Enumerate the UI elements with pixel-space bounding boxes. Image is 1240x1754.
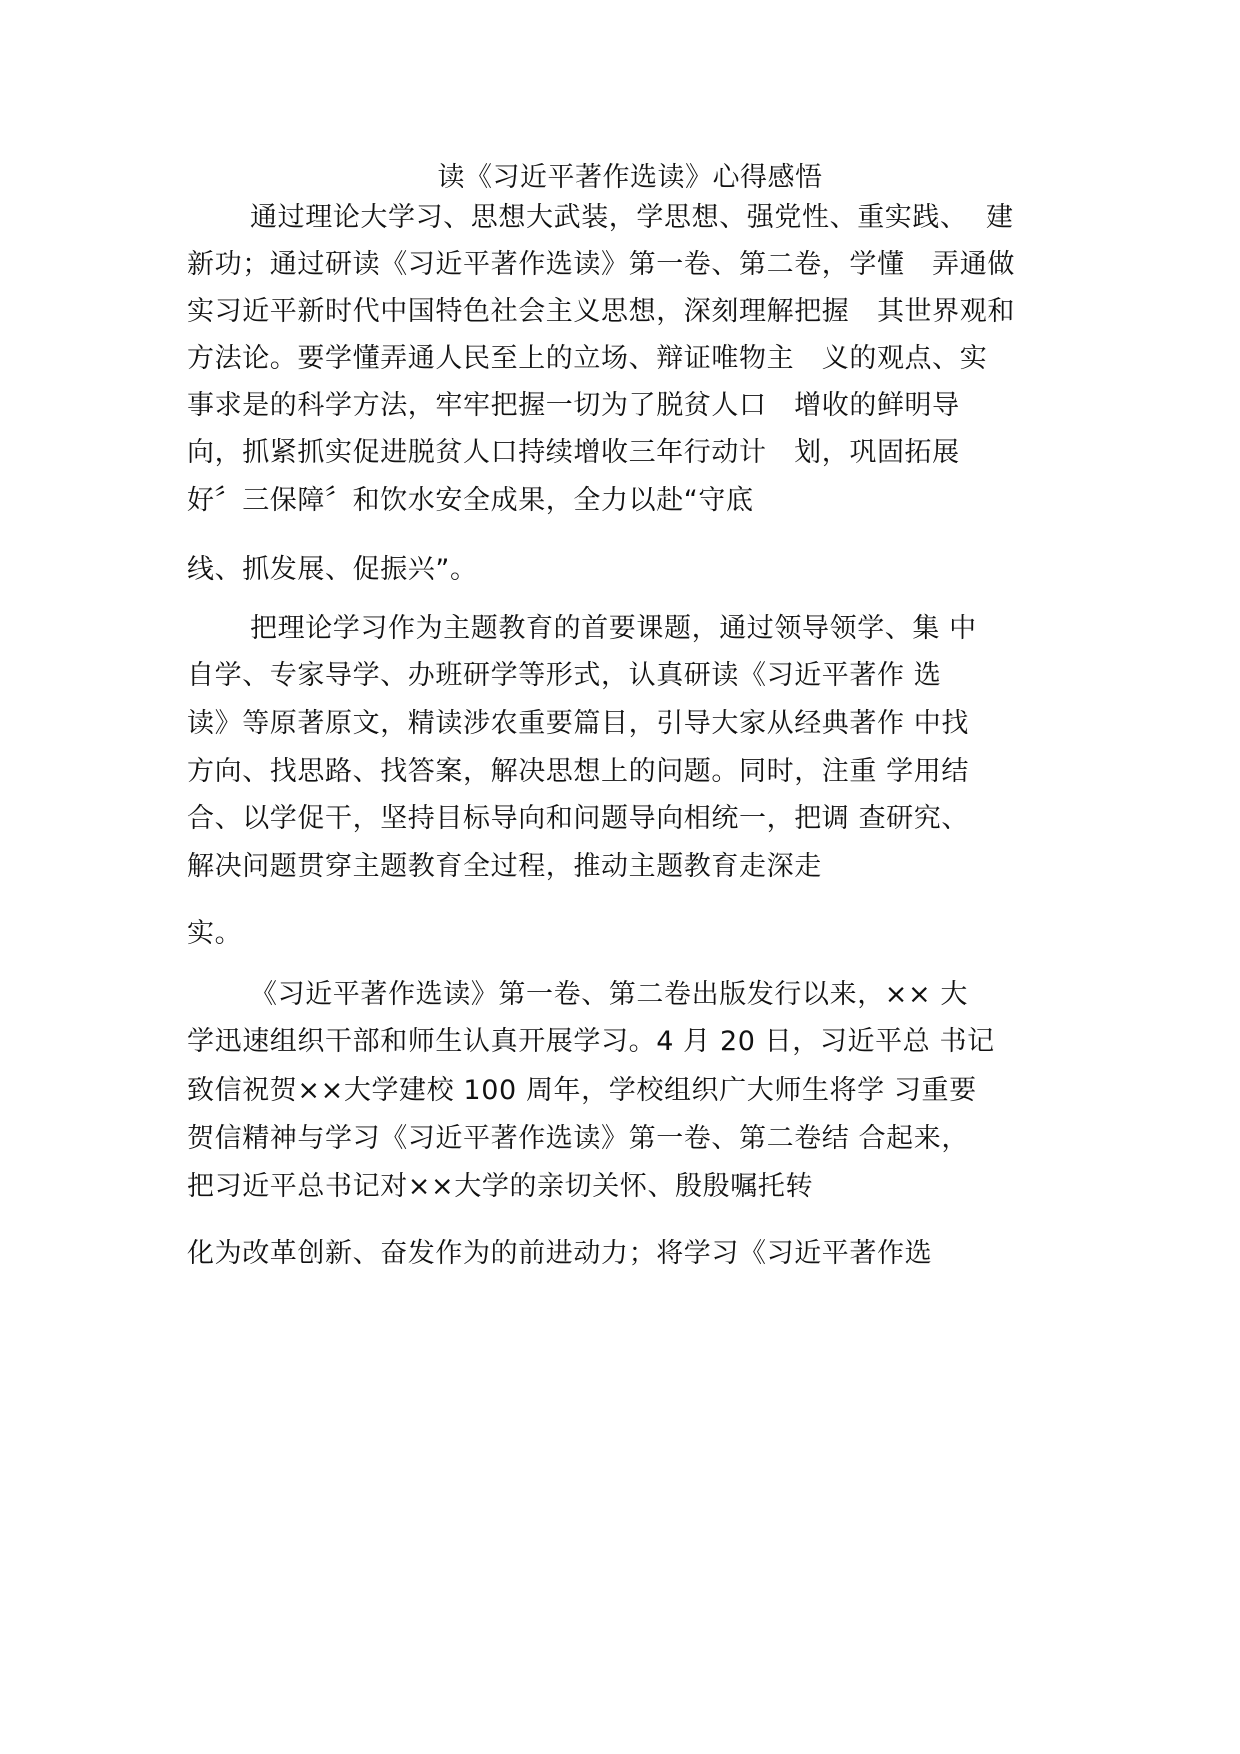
paragraph-2-line-2: 自学、专家导学、办班研学等形式，认真研读《习近平著作 选 <box>187 660 942 691</box>
paragraph-2-line-7: 实。 <box>187 918 243 949</box>
paragraph-2-line-3: 读》等原著原文，精读涉农重要篇目，引导大家从经典著作 中找 <box>187 708 969 739</box>
paragraph-1-line-4: 方法论。要学懂弄通人民至上的立场、辩证唯物主 义的观点、实 <box>187 343 988 374</box>
paragraph-2-line-5: 合、以学促干，坚持目标导向和问题导向相统一，把调 查研究、 <box>187 803 969 834</box>
paragraph-2-line-1: 把理论学习作为主题教育的首要课题，通过领导领学、集 中 <box>250 613 977 644</box>
paragraph-1-line-6: 向，抓紧抓实促进脱贫人口持续增收三年行动计 划，巩固拓展 <box>187 437 960 468</box>
paragraph-3-line-5: 把习近平总书记对××大学的亲切关怀、殷殷嘱托转 <box>187 1171 814 1202</box>
paragraph-1-line-1: 通过理论大学习、思想大武装，学思想、强党性、重实践、 建 <box>250 202 1014 233</box>
paragraph-2-line-6: 解决问题贯穿主题教育全过程，推动主题教育走深走 <box>187 851 822 882</box>
paragraph-1-line-2: 新功；通过研读《习近平著作选读》第一卷、第二卷，学懂 弄通做 <box>187 249 1015 280</box>
paragraph-1-line-3: 实习近平新时代中国特色社会主义思想，深刻理解把握 其世界观和 <box>187 296 1015 327</box>
paragraph-3-line-1: 《习近平著作选读》第一卷、第二卷出版发行以来，×× 大 <box>250 979 969 1010</box>
paragraph-1-line-5: 事求是的科学方法，牢牢把握一切为了脱贫人口 增收的鲜明导 <box>187 390 960 421</box>
paragraph-1-line-7: 好〞三保障〞和饮水安全成果，全力以赴“守底 <box>187 485 754 516</box>
paragraph-1-line-8: 线、抓发展、促振兴”。 <box>187 554 478 585</box>
paragraph-3-line-4: 贺信精神与学习《习近平著作选读》第一卷、第二卷结 合起来， <box>187 1123 969 1154</box>
document-title: 读《习近平著作选读》心得感悟 <box>437 162 823 193</box>
paragraph-3-line-6: 化为改革创新、奋发作为的前进动力；将学习《习近平著作选 <box>187 1238 933 1269</box>
paragraph-3-line-2: 学迅速组织干部和师生认真开展学习。4 月 20 日，习近平总 书记 <box>187 1026 995 1057</box>
paragraph-3-line-3: 致信祝贺××大学建校 100 周年，学校组织广大师生将学 习重要 <box>187 1075 977 1106</box>
paragraph-2-line-4: 方向、找思路、找答案，解决思想上的问题。同时，注重 学用结 <box>187 756 969 787</box>
